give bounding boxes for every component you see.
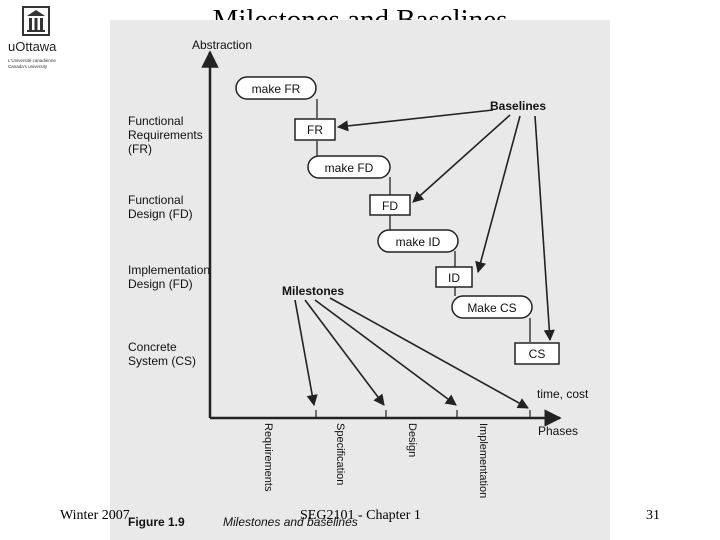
baseline-id bbox=[436, 267, 472, 287]
svg-text:FR: FR bbox=[307, 123, 323, 137]
activity-make-id bbox=[378, 230, 458, 252]
baselines-label: Baselines bbox=[490, 99, 547, 113]
milestones-label: Milestones bbox=[282, 284, 345, 298]
figure-scan bbox=[110, 20, 610, 540]
svg-text:make FR: make FR bbox=[251, 82, 301, 96]
level-label-id: Implementation Design (FD) bbox=[128, 263, 211, 291]
x-axis-label: time, cost bbox=[537, 387, 589, 401]
y-axis-label: Abstraction bbox=[192, 38, 253, 52]
level-label-cs: Concrete System (CS) bbox=[128, 340, 197, 368]
baseline-fr bbox=[295, 119, 335, 140]
phase-implementation: Implementation bbox=[477, 423, 489, 499]
level-label-fd: Functional Design (FD) bbox=[128, 193, 193, 221]
footer-date: Winter 2007 bbox=[60, 508, 130, 523]
svg-text:ID: ID bbox=[448, 271, 460, 285]
figure-caption-number: Figure 1.9 bbox=[128, 515, 185, 529]
footer-course: SEG2101 - Chapter 1 bbox=[300, 508, 421, 523]
svg-text:Make CS: Make CS bbox=[467, 301, 517, 315]
svg-text:FD: FD bbox=[382, 199, 398, 213]
phase-requirements: Requirements bbox=[262, 423, 274, 492]
level-label-fr: Functional Requirements (FR) bbox=[128, 114, 203, 156]
svg-text:CS: CS bbox=[528, 347, 546, 361]
milestones-baselines-diagram bbox=[110, 20, 610, 540]
crest-icon bbox=[22, 6, 50, 36]
baseline-cs bbox=[515, 343, 559, 364]
phase-specification: Specification bbox=[334, 423, 346, 486]
baseline-fd bbox=[370, 195, 410, 215]
activity-make-fd bbox=[308, 156, 390, 178]
activity-make-cs bbox=[452, 296, 532, 318]
svg-text:make ID: make ID bbox=[395, 235, 441, 249]
university-logo bbox=[8, 6, 68, 76]
activity-make-fr bbox=[236, 77, 316, 99]
svg-text:make FD: make FD bbox=[324, 161, 374, 175]
footer-page-number: 31 bbox=[646, 508, 660, 523]
phases-label: Phases bbox=[538, 424, 579, 438]
phase-design: Design bbox=[406, 423, 418, 458]
figure-caption-text: Milestones and baselines bbox=[223, 515, 358, 529]
logo-tagline: L'Université canadienne Canada's university bbox=[8, 58, 56, 69]
logo-name: uOttawa bbox=[8, 39, 57, 54]
